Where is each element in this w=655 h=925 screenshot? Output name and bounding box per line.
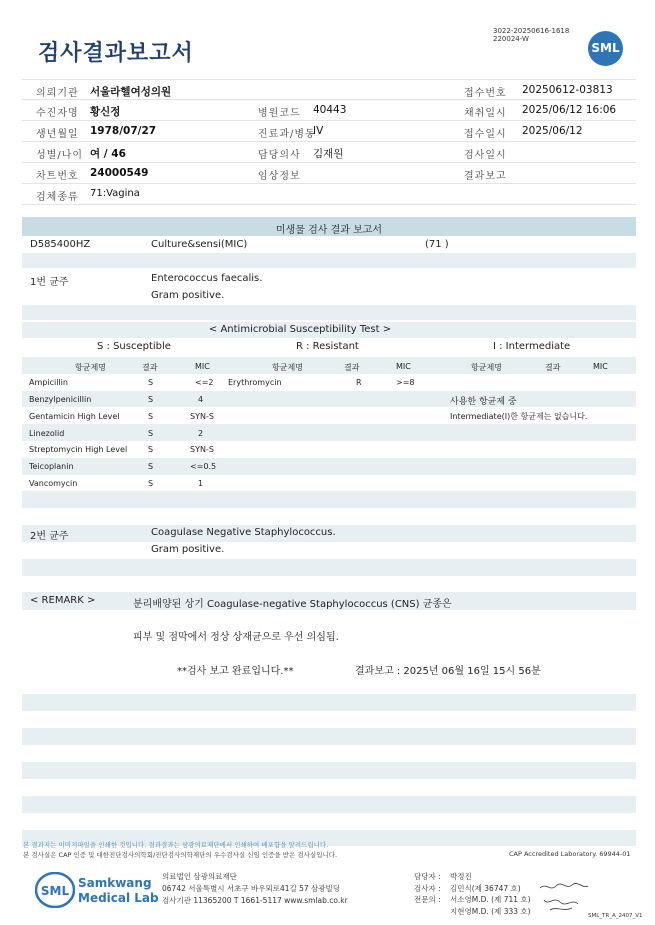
staff-1-value: 박정진	[450, 872, 472, 881]
stripe	[22, 694, 636, 711]
drug-result: S	[148, 412, 154, 421]
organism-1-gram: Gram positive.	[151, 290, 225, 301]
ward-code-value: 40443	[313, 104, 347, 116]
ward-code-label: 병원코드	[258, 108, 301, 119]
drug-result: R	[356, 378, 362, 387]
chart-value: 24000549	[90, 167, 149, 179]
drug-name: Ampicillin	[29, 378, 68, 387]
form-code: SML_TR_A_2407_V1	[588, 913, 643, 919]
stripe	[22, 391, 636, 407]
drug-mic: SYN-S	[190, 445, 214, 454]
col-mic-1: MIC	[195, 362, 210, 371]
col-drug-2: 항균제명	[272, 363, 303, 372]
specimen-label: 검체종류	[36, 192, 79, 203]
dob-label: 생년월일	[36, 129, 79, 140]
info-row-6	[22, 184, 636, 205]
section-header	[22, 217, 636, 236]
stripe	[22, 271, 636, 287]
stripe	[22, 559, 636, 576]
remark-label: < REMARK >	[30, 595, 96, 606]
col-result-2: 결과	[344, 363, 360, 372]
staff-2-value: 김민식(제 36747 호)	[450, 884, 521, 893]
registration: 검사기관 11365200 T 1661-5117 www.smlab.co.kr	[162, 896, 348, 905]
doctor-label: 담당의사	[258, 150, 301, 161]
collect-value: 2025/06/12 16:06	[522, 104, 617, 116]
staff-1-label: 담당자 :	[414, 872, 441, 881]
organism-2-gram: Gram positive.	[151, 544, 225, 555]
name-label: 수진자명	[36, 108, 79, 119]
drug-result: S	[148, 479, 154, 488]
svg-text:SML: SML	[40, 884, 70, 898]
page-title: 검사결과보고서	[38, 41, 194, 66]
signature	[538, 880, 590, 914]
test-name: Culture&sensi(MIC)	[151, 239, 248, 250]
drug-result: S	[148, 445, 154, 454]
document-code-2: 220024-W	[493, 35, 529, 43]
legend-susceptible: S : Susceptible	[97, 341, 171, 352]
drug-name: Erythromycin	[228, 378, 282, 387]
name-value: 황신정	[90, 106, 121, 118]
document-code	[493, 27, 569, 43]
document-code-1: 3022-20250616-1618	[493, 27, 570, 35]
dob-value: 1978/07/27	[90, 125, 157, 137]
drug-name: Vancomycin	[29, 479, 78, 488]
doctor-value: 김재원	[313, 148, 344, 160]
stripe	[22, 491, 636, 508]
drug-mic: 1	[198, 479, 204, 488]
staff-3-value: 서소영M.D. (제 711 호)	[450, 895, 531, 904]
organism-1-label: 1번 균주	[30, 277, 69, 288]
chart-label: 차트번호	[36, 171, 79, 182]
info-row-4	[22, 142, 636, 163]
sex-age-value: 여 / 46	[90, 148, 126, 160]
organism-2-label: 2번 균주	[30, 531, 69, 542]
address: 06742 서울특별시 서초구 바우뫼로41길 57 삼광빌딩	[162, 884, 341, 893]
sml-logo: SML	[588, 31, 623, 66]
footer-notice-1: 본 결과지는 이미지파일을 인쇄한 것입니다. 결과결과는 삼광의료재단에서 인쇄하여 배포함을 알려드립니다.	[23, 841, 329, 849]
report-complete: **검사 보고 완료입니다.**	[177, 666, 294, 677]
organism-2-name: Coagulase Negative Staphylococcus.	[151, 527, 336, 538]
info-row-2	[22, 100, 636, 121]
brand-line-2: Medical Lab	[78, 891, 159, 905]
info-row-3	[22, 121, 636, 142]
stripe	[22, 424, 636, 441]
col-mic-3: MIC	[593, 362, 608, 371]
drug-result: S	[148, 378, 154, 387]
stripe	[22, 458, 636, 475]
brand-line-1: Samkwang	[78, 876, 152, 890]
drug-mic: <=0.5	[190, 462, 217, 471]
specimen-value: 71:Vagina	[90, 188, 140, 199]
test-number: (71 )	[425, 239, 449, 250]
col-mic-2: MIC	[396, 362, 411, 371]
drug-name: Linezolid	[29, 429, 65, 438]
drug-name: Gentamicin High Level	[29, 412, 120, 421]
staff-2-label: 검사자 :	[414, 884, 441, 893]
drug-result: S	[148, 429, 154, 438]
staff-3-label: 전문의 :	[414, 895, 441, 904]
receipt-date-label: 접수일시	[464, 129, 507, 140]
stripe	[22, 762, 636, 779]
stripe	[22, 305, 636, 320]
collect-label: 채취일시	[464, 108, 507, 119]
stripe	[22, 796, 636, 813]
intermediate-note-1: 사용한 항균제 중	[450, 397, 517, 407]
dept-label: 진료과/병동	[258, 129, 316, 140]
stripe	[22, 253, 636, 268]
sml-logo-mark	[35, 872, 75, 908]
drug-name: Streptomycin High Level	[29, 445, 128, 454]
remark-line-1: 분리배양된 상기 Coagulase-negative Staphylococcus (CNS) 균종은	[133, 599, 452, 610]
drug-name: Teicoplanin	[29, 462, 74, 471]
stripe	[22, 660, 636, 678]
section-title: 미생물 검사 결과 보고서	[275, 225, 383, 236]
institution-label: 의뢰기관	[36, 88, 79, 99]
drug-mic: 2	[198, 429, 204, 438]
info-row-1	[22, 79, 636, 100]
org-name: 의료법인 삼광의료재단	[162, 872, 237, 881]
ast-title: < Antimicrobial Susceptibility Test >	[208, 324, 392, 335]
drug-mic: <=2	[195, 378, 214, 387]
institution-value: 서울라헬여성의원	[90, 86, 172, 98]
drug-mic: 4	[198, 395, 204, 404]
legend-resistant: R : Resistant	[296, 341, 359, 352]
footer-notice-2: 본 검사실은 CAP 인증 및 대한진단검사의학회/진단검사의학재단의 우수검사실 신임 인증을 받은 검사실입니다.	[23, 851, 338, 859]
receipt-no-label: 접수번호	[464, 88, 507, 99]
staff-4-value: 지현영M.D. (제 333 호)	[450, 907, 531, 916]
drug-mic: SYN-S	[190, 412, 214, 421]
drug-mic: >=8	[396, 378, 415, 387]
info-row-5	[22, 163, 636, 184]
sex-age-label: 성별/나이	[36, 150, 84, 161]
col-drug-1: 항균제명	[75, 363, 106, 372]
result-report-time: 결과보고 : 2025년 06월 16일 15시 56분	[355, 666, 541, 677]
dept-value: IV	[313, 125, 324, 137]
col-result-1: 결과	[142, 363, 158, 372]
intermediate-note-2: Intermediate(I)한 항균제는 없습니다.	[450, 412, 588, 421]
clinical-label: 임상정보	[258, 171, 301, 182]
stripe	[22, 728, 636, 745]
test-code: D585400HZ	[30, 239, 91, 250]
remark-line-2: 피부 및 점막에서 정상 상재균으로 우선 의심됨.	[133, 632, 339, 643]
ast-column-header	[22, 357, 636, 374]
col-drug-3: 항균제명	[471, 363, 502, 372]
report-label: 결과보고	[464, 171, 507, 182]
receipt-date-value: 2025/06/12	[522, 125, 583, 137]
legend-intermediate: I : Intermediate	[493, 341, 571, 352]
col-result-3: 결과	[545, 363, 561, 372]
drug-result: S	[148, 462, 154, 471]
test-date-label: 검사일시	[464, 150, 507, 161]
receipt-no-value: 20250612-03813	[522, 84, 613, 96]
cap-accreditation: CAP Accredited Laboratory. 69944-01	[509, 850, 631, 858]
drug-result: S	[148, 395, 154, 404]
drug-name: Benzylpenicillin	[29, 395, 92, 404]
organism-1-name: Enterococcus faecalis.	[151, 273, 263, 284]
